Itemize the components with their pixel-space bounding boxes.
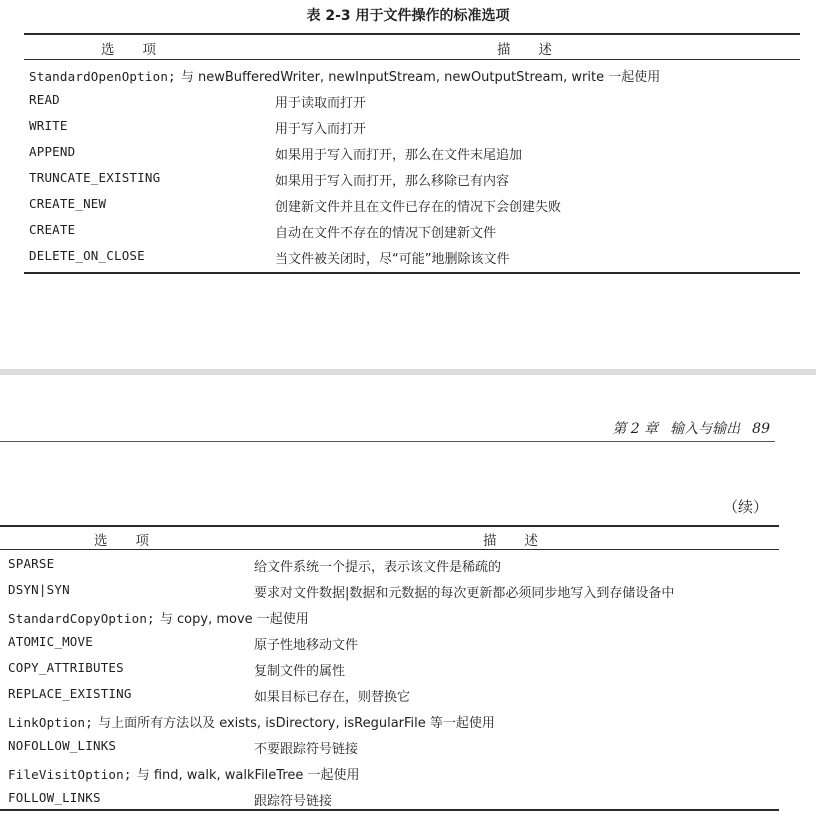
table2-bottom-rule xyxy=(0,809,779,811)
table1-option-cell: TRUNCATE_EXISTING xyxy=(29,170,161,185)
table1-description-cell: 用于写入而打开 xyxy=(275,122,367,137)
table1-description-cell: 创建新文件并且在文件已存在的情况下会创建失败 xyxy=(275,200,562,215)
table1-description-cell: 用于读取而打开 xyxy=(275,96,367,111)
table2-header-rule xyxy=(0,549,779,550)
table1-option-cell: CREATE xyxy=(29,222,76,237)
table2-description-cell: 如果目标已存在，则替换它 xyxy=(254,690,411,705)
table2-option-cell: NOFOLLOW_LINKS xyxy=(8,738,117,753)
section-code: FileVisitOption; xyxy=(8,767,132,782)
table2-option-cell: DSYN|SYN xyxy=(8,582,70,597)
table2-description-cell: 要求对文件数据|数据和元数据的每次更新都必须同步地写入到存储设备中 xyxy=(254,586,675,601)
table1-header-rule xyxy=(24,59,800,60)
section-text: 与 newBufferedWriter, newInputStream, newOutputStream, write 一起使用 xyxy=(180,70,661,85)
table1-top-rule xyxy=(24,33,800,35)
table1-header-option: 选 项 xyxy=(101,42,156,58)
continued-label: （续） xyxy=(722,498,768,516)
page-break-band xyxy=(0,369,816,375)
table2-option-cell: FOLLOW_LINKS xyxy=(8,790,101,805)
table2-header-option: 选 项 xyxy=(94,533,149,549)
table2-section-row xyxy=(8,764,360,783)
running-header-rule xyxy=(0,441,775,442)
table1-option-cell: DELETE_ON_CLOSE xyxy=(29,248,145,263)
table2-description-cell: 复制文件的属性 xyxy=(254,664,346,679)
table2-description-cell: 跟踪符号链接 xyxy=(254,794,333,809)
table1-bottom-rule xyxy=(24,272,800,274)
table2-section-row xyxy=(8,608,309,627)
section-text: 与 find, walk, walkFileTree 一起使用 xyxy=(136,768,360,783)
table1-description-cell: 如果用于写入而打开，那么移除已有内容 xyxy=(275,174,510,189)
section-text: 与上面所有方法以及 exists, isDirectory, isRegularFile 等一起使用 xyxy=(98,716,495,731)
section-code: StandardOpenOption; xyxy=(29,69,176,84)
section-code: LinkOption; xyxy=(8,715,93,730)
table2-description-cell: 原子性地移动文件 xyxy=(254,638,359,653)
page-number: 89 xyxy=(752,421,770,437)
table2-section-row xyxy=(8,712,495,731)
chapter-label: 第 2 章 xyxy=(612,421,659,437)
chapter-title: 输入与输出 xyxy=(670,421,741,437)
table2-option-cell: SPARSE xyxy=(8,556,55,571)
table2-option-cell: REPLACE_EXISTING xyxy=(8,686,132,701)
table1-option-cell: WRITE xyxy=(29,118,68,133)
table2-description-cell: 不要跟踪符号链接 xyxy=(254,742,359,757)
section-text: 与 copy, move 一起使用 xyxy=(159,612,309,627)
table-title: 表 2-3 用于文件操作的标准选项 xyxy=(306,8,510,24)
running-header xyxy=(612,418,770,438)
section-code: StandardCopyOption; xyxy=(8,611,155,626)
table2-option-cell: ATOMIC_MOVE xyxy=(8,634,93,649)
table1-option-cell: READ xyxy=(29,92,60,107)
table2-header-description: 描 述 xyxy=(483,533,538,549)
table1-header-description: 描 述 xyxy=(497,42,552,58)
table2-description-cell: 给文件系统一个提示，表示该文件是稀疏的 xyxy=(254,560,502,575)
table1-description-cell: 当文件被关闭时，尽“可能”地删除该文件 xyxy=(275,252,510,267)
table1-description-cell: 如果用于写入而打开，那么在文件末尾追加 xyxy=(275,148,523,163)
table1-option-cell: CREATE_NEW xyxy=(29,196,107,211)
table2-option-cell: COPY_ATTRIBUTES xyxy=(8,660,124,675)
table1-section-row xyxy=(29,66,660,85)
table1-description-cell: 自动在文件不存在的情况下创建新文件 xyxy=(275,226,497,241)
table1-option-cell: APPEND xyxy=(29,144,76,159)
table2-top-rule xyxy=(0,525,779,527)
